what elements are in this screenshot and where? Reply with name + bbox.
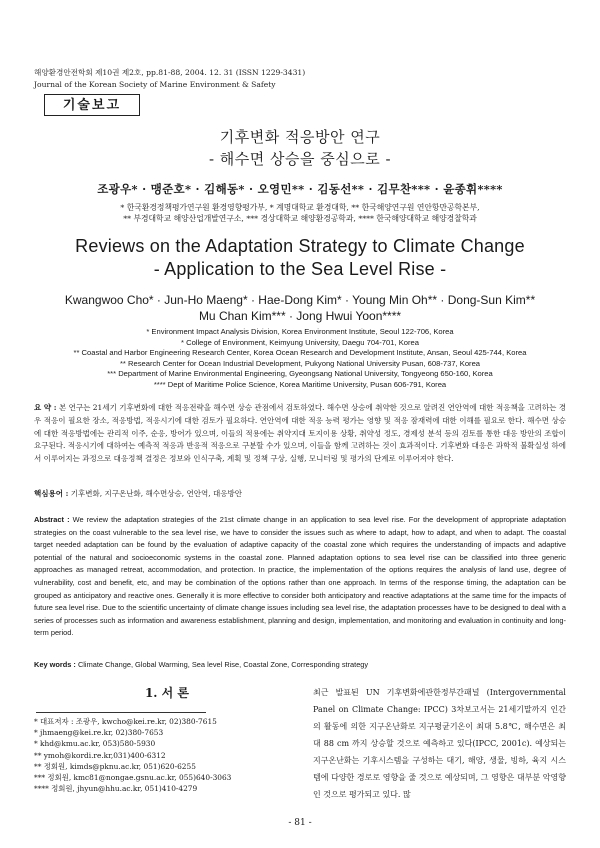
korean-keywords-label: 핵심용어 : [34, 489, 69, 498]
korean-abstract-text: 본 연구는 21세기 기후변화에 대한 적응전략을 해수면 상승 관점에서 검토하였다. 해수면 상승에 취약한 것으로 알려진 연안역에 대한 적응책을 고려하는 경우 적응이 필요한 장소, 적응방법, 적응시기에 대한 검토가 필요하다. 연안역에 대한 적응 능력 평가는 영향 및 적응 잠재력에 대한 이해를 필요로 한다. 해수면 상승에 대한 적응방법에는 관리적 이주, 순응, 방어가 있으며, 이들의 적용에는 취약지대 토지이용 상황, 취약성 정도, 경제성 분석 등의 검토를 통한 대응 방안의 조합이 요구된다. 적응시기에 대하여는 예측적 적응과 반응적 적응으로 구분할 수가 있으며, 이들을 함께 고려하는 것이 효과적이다. 기후변화 대응은 과학적 불확실성 하에서 이루어지는 과정으로 대응정책 결정은 정보와 인식구축, 계획 및 정책 구상, 실행, 모니터링 및 평가의 단계로 이루어져야 한다. [34, 403, 566, 464]
introduction-text: 최근 발표된 UN 기후변화에관한정부간패널 (Intergovernmental Panel on Climate Change: IPCC) 3차보고서는 21세기말까지 인간의 활동에 의한 지구온난화로 지구평균기온이 최대 5.8℃, 해수면은 최대 88 cm 까지 상승할 것으로 예측하고 있다(IPCC, 2001c). 예상되는 지구온난화는 기후시스템을 구성하는 대기, 해양, 생물, 빙하, 육지 시스템에 다양한 경로로 영향을 줄 것으로 예상되며, 그 영향은 대부분 악영향인 것으로 평가되고 있다. 많 [313, 688, 566, 799]
category-tag: 기술보고 [44, 94, 140, 116]
affiliation-line: * College of Environment, Keimyung University, Daegu 704-701, Korea [181, 337, 419, 347]
footnote: ** ymoh@kordi.re.kr,031)400-6312 [34, 750, 166, 760]
footnote: * 대표저자 : 조광우, kwcho@kei.re.kr, 02)380-7615 [34, 717, 217, 726]
english-keywords [34, 660, 368, 669]
english-abstract [34, 514, 566, 640]
english-keywords-label: Key words : [34, 660, 76, 669]
english-keywords-text: Climate Change, Global Warming, Sea level Rise, Coastal Zone, Corresponding strategy [77, 660, 369, 669]
korean-affiliation-1: * 한국환경정책평가연구원 환경영향평가부, * 계명대학교 환경대학, ** 한국해양연구원 연안항만공학본부, [120, 203, 480, 212]
english-subtitle: - Application to the Sea Level Rise - [153, 259, 447, 279]
korean-keywords [34, 488, 242, 499]
affiliation-line: ** Research Center for Ocean Industrial Development, Pukyong National University Pusan, 608-737, Korea [119, 358, 481, 368]
section-heading: 1. 서 론 [144, 686, 190, 700]
korean-abstract [34, 402, 566, 466]
footnote: ** 정회원, kimds@pknu.ac.kr, 051)620-6255 [34, 761, 196, 771]
korean-authors: 조광우* · 맹준호* · 김해동* · 오영민** · 김동선** · 김무찬*** · 윤종휘**** [97, 182, 503, 196]
affiliation-line: ** Coastal and Harbor Engineering Research Center, Korea Ocean Research and Development Institute, Ansan, Seoul 425-744, Korea [73, 348, 527, 357]
journal-name: Journal of the Korean Society of Marine Environment & Safety [34, 80, 276, 89]
english-abstract-text: We review the adaptation strategies of the 21st climate change in an application to sea level rise. For the development of appropriate adaptation strategies on the coast vulnerable to the sea level rise, we have to consider the issues such as where to adapt, how to adapt, and when to adapt. The coastal target needed adaptation can be found by the evaluation of adaptive capacity of the coastal zone which requires the understanding of impacts and adaptive potential of the natural and socioeconomic systems in the coastal zone. Planned adaptation options to sea level rise can be classified into three generic approaches as managed retreat, accommodation, and protection. In practice, the implementation of the options requires the analysis of land use, degree of vulnerability, cost and benefit, etc, and may be combination of the options rather than one approach. In terms of the response timing, the adaptation can be grouped as anticipatory and reactive ones. Generally it is more effective to consider both anticipatory and reactive adaptations at the same time for the impacts of future sea level rise. Due to the scientific uncertainty of climate change issues including sea level rise, the adaptation processes have to be designed to deal with a series of processes such as information and awareness establishment, planning and design, implementation, and monitoring and evaluation in continuity and long-term period. [34, 515, 566, 638]
page-number: - 81 - [288, 818, 312, 828]
korean-abstract-label: 요 약 : [34, 403, 57, 412]
korean-keywords-text: 기후변화, 지구온난화, 해수면상승, 연안역, 대응방안 [70, 489, 242, 498]
journal-citation: 해양환경안전학회 제10권 제2호, pp.81-88, 2004. 12. 31 (ISSN 1229-3431) [34, 68, 306, 77]
korean-affiliation-2: ** 부경대학교 해양산업개발연구소, *** 경상대학교 해양환경공학과, **** 한국해양대학교 해양경찰학과 [123, 214, 477, 223]
english-authors-line2: Mu Chan Kim*** · Jong Hwui Yoon**** [198, 309, 402, 323]
korean-subtitle: - 해수면 상승을 중심으로 - [208, 150, 392, 168]
footnotes [34, 716, 231, 794]
english-affiliations [0, 327, 600, 390]
korean-title: 기후변화 적응방안 연구 [219, 128, 381, 146]
english-authors-line1: Kwangwoo Cho* · Jun-Ho Maeng* · Hae-Dong Kim* · Young Min Oh** · Dong-Sun Kim** [64, 293, 536, 307]
footnote-rule [36, 712, 206, 713]
english-abstract-label: Abstract : [34, 515, 70, 524]
english-title: Reviews on the Adaptation Strategy to Climate Change [75, 236, 525, 256]
footnote: * jhmaeng@kei.re.kr, 02)380-7653 [34, 728, 164, 738]
affiliation-line: *** Department of Marine Environmental Engineering, Gyeongsang National University, Tongyeong 650-160, Korea [107, 369, 493, 378]
footnote: * khd@kmu.ac.kr, 053)580-5930 [34, 739, 156, 749]
footnote: *** 정회원, kmc81@nongae.gsnu.ac.kr, 055)640-3063 [34, 773, 232, 783]
affiliation-line: **** Dept of Maritime Police Science, Korea Maritime University, Pusan 606-791, Korea [153, 379, 447, 389]
affiliation-line: * Environment Impact Analysis Division, Korea Environment Institute, Seoul 122-706, Korea [146, 327, 454, 336]
footnote: **** 정회원, jhyun@hhu.ac.kr, 051)410-4279 [34, 784, 198, 794]
